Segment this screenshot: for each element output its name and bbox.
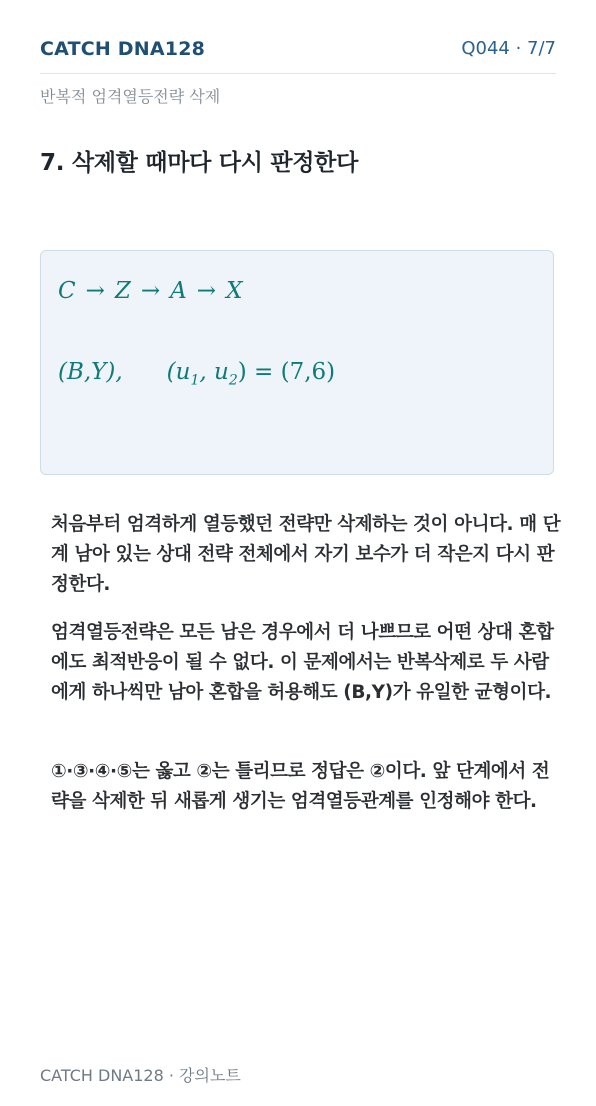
page-indicator: Q044 · 7/7 xyxy=(461,38,556,59)
elimination-sequence xyxy=(58,278,242,304)
paragraph-2: 엄격열등전략은 모든 남은 경우에서 더 나쁘므로 어떤 상대 혼합에도 최적반응이 될 수 없다. 이 문제에서는 반복삭제로 두 사람에게 하나씩만 남아 혼합을 허용해도 (B,Y)가 유일한 균형이다. xyxy=(51,622,554,703)
payoff-rhs: ) = (7,6) xyxy=(237,359,336,385)
paragraph-1: 처음부터 엄격하게 열등했던 전략만 삭제하는 것이 아니다. 매 단계 남아 있는 상대 전략 전체에서 자기 보수가 더 작은지 다시 판정한다. xyxy=(51,514,561,595)
strategy-z: Z xyxy=(114,278,131,304)
payoff-lhs-open: (u xyxy=(166,359,191,385)
arrow-1: → xyxy=(85,278,105,304)
brand-title: CATCH DNA128 xyxy=(40,38,206,60)
page-title: 7. 삭제할 때마다 다시 판정한다 xyxy=(40,150,358,176)
math-formula-box xyxy=(40,250,554,475)
payoff-sub-2: 2 xyxy=(228,372,238,389)
arrow-2: → xyxy=(140,278,161,304)
page-header xyxy=(40,36,556,74)
arrow-3: → xyxy=(196,278,217,304)
section-subtitle: 반복적 엄격열등전략 삭제 xyxy=(40,87,221,106)
strategy-x: X xyxy=(226,278,243,304)
paragraph-3: ①·③·④·⑤는 옳고 ②는 틀리므로 정답은 ②이다. 앞 단계에서 전략을 삭제한 뒤 새롭게 생기는 엄격열등관계를 인정해야 한다. xyxy=(51,761,550,812)
equilibrium-formula xyxy=(58,359,335,389)
strategy-a: A xyxy=(170,278,187,304)
payoff-sub-1: 1 xyxy=(190,372,200,389)
strategy-c: C xyxy=(58,278,76,304)
payoff-lhs-comma: , u xyxy=(199,359,229,385)
equilibrium-profile: (B,Y), xyxy=(58,359,123,385)
page-footer: CATCH DNA128 · 강의노트 xyxy=(40,1066,241,1085)
